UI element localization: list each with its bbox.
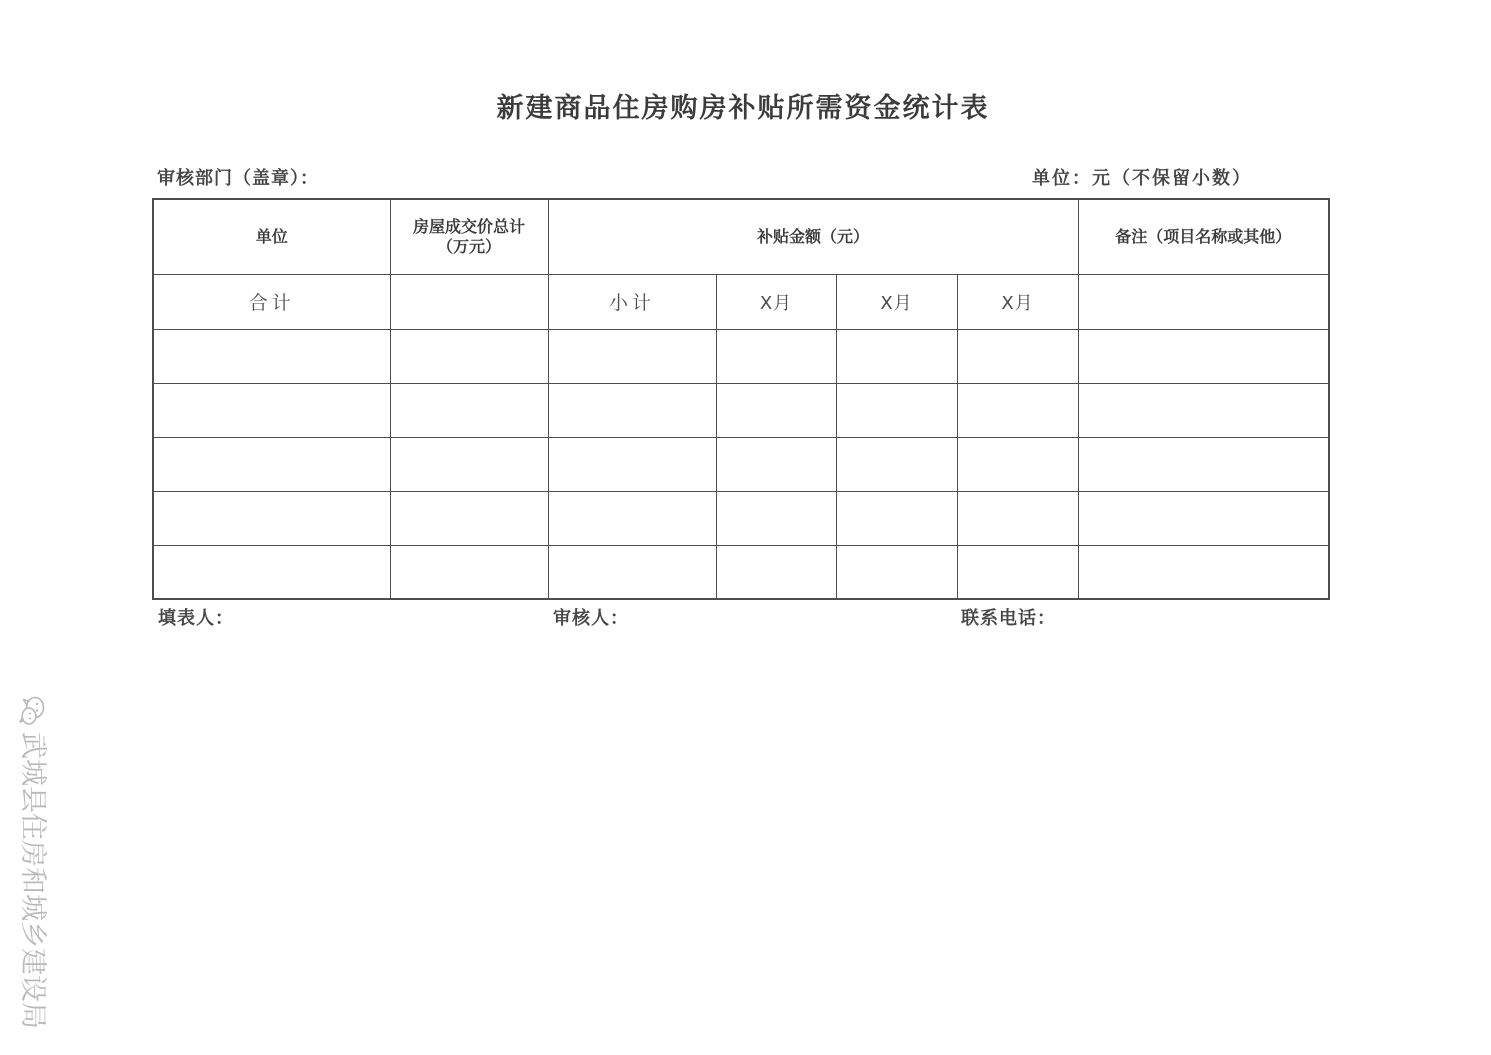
header-row: [153, 199, 1329, 274]
subsidy-statistics-table: [152, 198, 1330, 600]
table-cell: [548, 329, 716, 383]
table-cell: [1078, 329, 1329, 383]
table-cell: [1078, 274, 1329, 329]
table-cell: [716, 383, 836, 437]
month-label: X月: [880, 292, 913, 314]
table-cell: [390, 437, 548, 491]
table-row: [153, 383, 1329, 437]
table-cell: [1078, 437, 1329, 491]
table-row: [153, 545, 1329, 599]
month-label: X月: [759, 292, 793, 314]
table-cell: [390, 545, 548, 599]
table-cell: [390, 329, 548, 383]
header-price-total-unit: （万元）: [436, 236, 501, 256]
watermark-text: 武城县住房和城乡建设局: [17, 732, 48, 1029]
table-cell: [836, 329, 957, 383]
table-row: [153, 491, 1329, 545]
table-cell: [716, 491, 836, 545]
table-row: [153, 329, 1329, 383]
watermark: [16, 696, 48, 1029]
document-title: 新建商品住房购房补贴所需资金统计表: [496, 93, 990, 124]
table-cell: [716, 437, 836, 491]
total-label-cell: [153, 274, 390, 329]
table-cell: [390, 383, 548, 437]
table-cell: [548, 383, 716, 437]
table-cell: [153, 545, 390, 599]
header-subsidy: 补贴金额（元）: [757, 226, 870, 246]
table-cell: [153, 437, 390, 491]
month-cell: [716, 274, 836, 329]
header-price-total: 房屋成交价总计: [412, 216, 525, 236]
table-row: [153, 437, 1329, 491]
month-label: X月: [1001, 292, 1034, 314]
wechat-icon: [18, 696, 46, 726]
table-cell: [390, 491, 548, 545]
table-cell: [1078, 383, 1329, 437]
total-row: [153, 274, 1329, 329]
header-unit: 单位: [255, 226, 288, 246]
table-cell: [1078, 545, 1329, 599]
header-cell-unit: [153, 199, 390, 274]
table-cell: [836, 383, 957, 437]
table-cell: [716, 329, 836, 383]
month-cell: [957, 274, 1078, 329]
table-cell: [153, 383, 390, 437]
header-cell-remarks: [1078, 199, 1329, 274]
phone-label: 联系电话：: [961, 608, 1056, 629]
table-cell: [390, 274, 548, 329]
subtotal-label: 小计: [608, 292, 655, 314]
table-cell: [836, 491, 957, 545]
table-cell: [548, 545, 716, 599]
table-cell: [957, 437, 1078, 491]
table-cell: [716, 545, 836, 599]
table-cell: [548, 491, 716, 545]
header-remarks: 备注（项目名称或其他）: [1115, 226, 1292, 246]
table-cell: [1078, 491, 1329, 545]
table-cell: [957, 491, 1078, 545]
subtotal-cell: [548, 274, 716, 329]
table-cell: [836, 437, 957, 491]
table-cell: [957, 329, 1078, 383]
table-cell: [548, 437, 716, 491]
filler-label: 填表人：: [158, 608, 234, 629]
header-cell-price-total: [390, 199, 548, 274]
table-cell: [957, 383, 1078, 437]
table-cell: [836, 545, 957, 599]
unit-label: 单位：元（不保留小数）: [1032, 168, 1252, 189]
table-cell: [153, 329, 390, 383]
table-cell: [153, 491, 390, 545]
total-label: 合计: [248, 292, 295, 314]
department-label: 审核部门（盖章）：: [157, 168, 319, 189]
reviewer-label: 审核人：: [553, 608, 629, 629]
month-cell: [836, 274, 957, 329]
header-cell-subsidy: [548, 199, 1078, 274]
table-cell: [957, 545, 1078, 599]
